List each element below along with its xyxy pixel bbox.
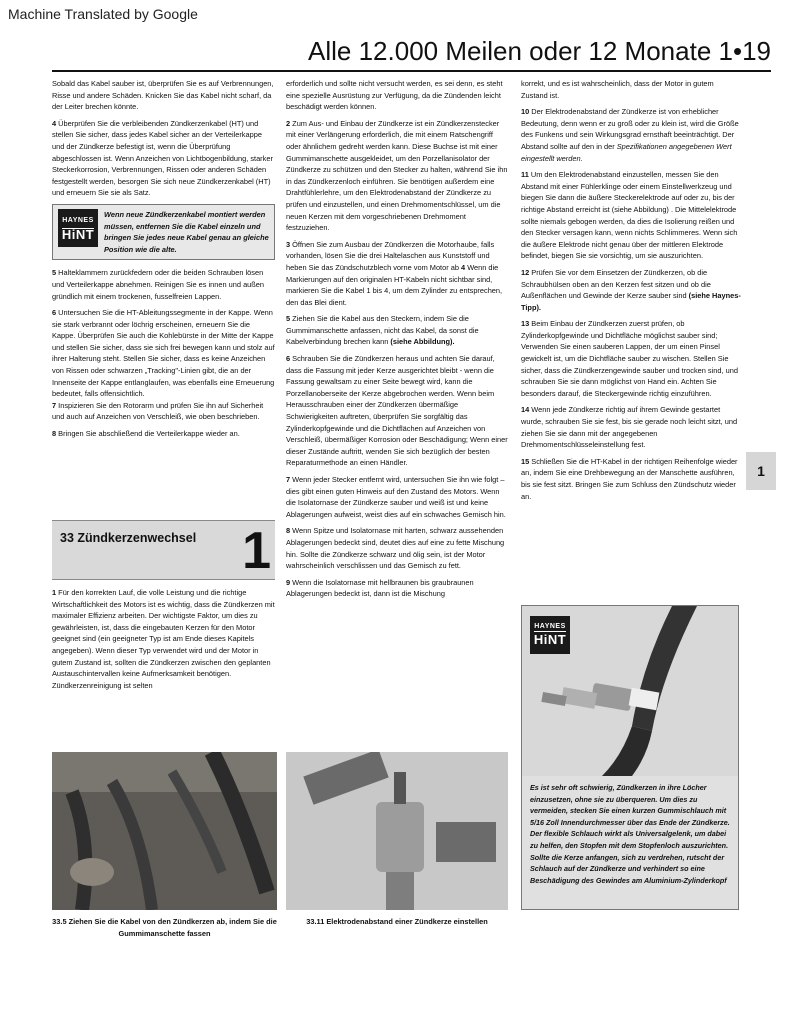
figure-33-5-photo xyxy=(52,752,277,910)
paragraph: erforderlich und sollte nicht versucht werden, es sei denn, es steht eine spezielle Ausrüstung zur Verfügung, da die Zündenden leicht beschädigt werden können. xyxy=(286,79,503,112)
paragraph: 11 Um den Elektrodenabstand einzustellen, messen Sie den Abstand mit einer Fühlerklinge oder einem Einstellwerkzeug und biegen Sie dann die äußere Steckerelektrode auf oder zu, bis der richtige Abstand erreicht ist (siehe Abbildung) . Die Mittelelektrode sollte niemals gebogen werden, da dies die Isolierung reißen und den Stecker versagen kann, wenn nichts Schlimmeres. Wenn sich die äußere Elektrode nicht genau über der mittleren Elektrode befindet, biegen Sie sie vorsichtig, um sie auszurichten. xyxy=(521,170,738,261)
paragraph: 4 Überprüfen Sie die verbleibenden Zündkerzenkabel (HT) und stellen Sie sicher, dass jedes Kabel sicher an der Verteilerkappe und der Zündkerze befestigt ist, wenn die Überprüfung abgeschlossen ist. Wenn Anzeichen von Lichtbogenbildung, starker Steckerkorrosion, Verbrennungen, Rissen oder anderen Schäden festgestellt werden, besorgen Sie sich neue Zündkerzenkabel (HT) und erneuern Sie sie als Satz. xyxy=(52,118,273,198)
spark-plug-hose-photo xyxy=(522,606,738,776)
paragraph: 5 Ziehen Sie die Kabel aus den Steckern, indem Sie die Gummimanschette anfassen, nicht das Kabel, da sonst die Kabelverbindung brechen kann (siehe Abbildung). xyxy=(286,314,479,347)
hint-text: Wenn neue Zündkerzenkabel montiert werden müssen, entfernen Sie die Kabel einzeln und bringen Sie jedes neue Kabel genau an gleiche Position wie die alte. xyxy=(104,209,269,254)
haynes-hint-logo: HAYNES HiNT xyxy=(530,616,570,654)
page-title: Alle 12.000 Meilen oder 12 Monate 1•19 xyxy=(308,36,771,66)
section-chapter-number: 1 xyxy=(242,522,271,580)
paragraph: 15 Schließen Sie die HT-Kabel in der richtigen Reihenfolge wieder an, indem Sie eine Drehbewegung an der Manschette ausführen, bis sie fest sitzt. Bringen Sie zum Schluss den Zündschutz wieder an. xyxy=(521,456,738,501)
haynes-hint-box xyxy=(52,204,275,260)
paragraph: 10 Der Elektrodenabstand der Zündkerze ist von erheblicher Bedeutung, denn wenn er zu groß oder zu klein ist, wird die Größe des Funkens und sein Wirkungsgrad ernsthaft beeinträchtigt. Der Abstand sollte auf den in der Spezifikationen angegebenen Wert eingestellt werden. xyxy=(521,107,739,163)
chapter-tab: 1 xyxy=(746,452,776,490)
header-rule xyxy=(52,70,771,72)
paragraph: 14 Wenn jede Zündkerze richtig auf ihrem Gewinde gestartet wurde, schrauben Sie sie fest, bis sie gerade noch leicht sitzt, und ziehen Sie sie dann mit der angegebenen Drehmomentschlüsseleinstellung fest. xyxy=(521,405,738,450)
paragraph: 6 Schrauben Sie die Zündkerzen heraus und achten Sie darauf, dass die Fassung mit jeder Kerze ausgerichtet bleibt - wenn die Fassung gewaltsam zu einer Seite bewegt wird, kann die Porzellanoberseite der Kerze abgebrochen werden. Wenn beim Herausschrauben einer der Zündkerzen übermäßige Schwierigkeiten auftreten, überprüfen Sie sorgfältig das Zylinderkopfgewinde und die Dichtflächen auf Anzeichen von Verschleiß, übermäßiger Korrosion oder Beschädigung; Wenn einer dieser Zustände auftritt, wenden Sie sich bezüglich der besten Reparaturmethode an einen Händler. xyxy=(286,354,508,468)
paragraph: 2 Zum Aus- und Einbau der Zündkerze ist ein Zündkerzenstecker mit einer Verlängerung erforderlich, die mit einem Ratschengriff oder ähnlichem gedreht werden kann. Diese Buchse ist mit einer Gummimanschette ausgekleidet, um den Porzellanisolator der Zündkerze zu schützen und den Stecker zu halten, während Sie ihn in das Zündkerzenloch einführen. Sie benötigen außerdem eine Drahtfühlerlehre, um den Elektrodenabstand der Zündkerze zu prüfen und einzustellen, und einen Drehmomentschlüssel, um die neuen Kerzen mit dem vorgeschriebenen Drehmoment festzuziehen. xyxy=(286,118,508,233)
figure-caption: 33.5 Ziehen Sie die Kabel von den Zündkerzen ab, indem Sie die Gummimanschette fassen xyxy=(52,917,277,938)
paragraph: 13 Beim Einbau der Zündkerzen zuerst prüfen, ob Zylinderkopfgewinde und Dichtfläche möglichst sauber sind; Verwenden Sie einen sauberen Lappen, der um einen Pinsel gewickelt ist, um die Dichtfläche sauber zu wischen. Stellen Sie sicher, dass die Zündkerzengewinde sauber und trocken sind, und schrauben Sie sie dann möglichst von Hand ein. Achten Sie besonders darauf, die Steckergewinde richtig einzuführen. xyxy=(521,319,738,398)
paragraph: 7 Wenn jeder Stecker entfernt wird, untersuchen Sie ihn wie folgt – dies gibt einen guten Hinweis auf den Zustand des Motors. Wenn die Isolatornase der Zündkerze sauber und weiß ist und keine Ablagerungen aufweist, weist dies auf ein schwaches Gemisch hin. xyxy=(286,475,506,519)
column-1 xyxy=(52,78,275,445)
section-title: 33 Zündkerzenwechsel xyxy=(60,531,197,545)
paragraph: 5 Halteklammern zurückfedern oder die beiden Schrauben lösen und Verteilerkappe abnehmen. Reinigen Sie es innen und außen gründlich mit einem trockenen, fusselfreien Lappen. xyxy=(52,268,265,301)
paragraph: 8 Wenn Spitze und Isolatornase mit harten, schwarz aussehenden Ablagerungen bedeckt sind, deutet dies auf eine zu fette Mischung hin. Sollte die Zündkerze schwarz und ölig sein, ist der Motor wahrscheinlich verschlissen und das Gemisch zu fett. xyxy=(286,526,505,571)
paragraph: 6 Untersuchen Sie die HT-Ableitungssegmente in der Kappe. Wenn sie stark verbrannt oder löchrig erscheinen, erneuern Sie die Kappe. Überprüfen Sie auch die Kohlebürste in der Mitte der Kappe und stellen Sie sicher, dass sie sich frei bewegen kann und stolz auf ihrer Halterung steht. Stellen Sie sicher, dass es keine Anzeichen von Rissen oder schwarzen „Tracking"-Linien gibt, die an der Innenseite der Kappe entlanglaufen, was ebenfalls eine Erneuerung bedeutet, falls offensichtlich. xyxy=(52,308,275,399)
paragraph: 8 Bringen Sie abschließend die Verteilerkappe wieder an. xyxy=(52,429,240,439)
hint-text: Es ist sehr oft schwierig, Zündkerzen in ihre Löcher einzusetzen, ohne sie zu überqueren. Um dies zu vermeiden, stecken Sie einen kurzen Gummischlauch mit 5/16 Zoll Innendurchmesser über das Ende der Zündkerze. Der flexible Schlauch wirkt als Universalgelenk, um dabei zu helfen, den Stopfen mit dem Stopfenloch auszurichten. Sollte die Kerze anfangen, sich zu verdrehen, rutscht der Schlauch auf der Zündkerze und verhindert so eine Beschädigung des Gewindes am Aluminium-Zylinderkopf xyxy=(530,783,730,885)
paragraph: korrekt, und es ist wahrscheinlich, dass der Motor in gutem Zustand ist. xyxy=(521,79,714,100)
figure-caption: 33.11 Elektrodenabstand einer Zündkerze einstellen xyxy=(306,917,488,926)
paragraph: 3 Öffnen Sie zum Ausbau der Zündkerzen die Motorhaube, falls vorhanden, lösen Sie die drei Haltelaschen aus Kunststoff und heben Sie das Zündschutzblech vorne vom Motor ab 4 Wenn die Markierungen auf den originalen HT-Kabeln nicht sichtbar sind, markieren Sie die Kabel 1 bis 4, um dem Zylinder zu entsprechen, den das Blei dient. xyxy=(286,239,503,307)
figure-33-11-photo xyxy=(286,752,508,910)
translation-banner: Machine Translated by Google xyxy=(8,6,198,22)
haynes-hint-logo: HAYNES HiNT xyxy=(58,209,98,247)
section-heading xyxy=(52,520,275,580)
paragraph: 9 Wenn die Isolatornase mit hellbraunen bis graubraunen Ablagerungen bedeckt ist, dann ist die Mischung xyxy=(286,577,474,599)
haynes-hint-panel xyxy=(521,605,739,910)
column-1-lower xyxy=(52,587,275,696)
paragraph: 12 Prüfen Sie vor dem Einsetzen der Zündkerzen, ob die Schraubhülsen oben an den Kerzen fest sitzen und ob die Außenflächen und Gewinde der Kerze sauber sind (siehe Haynes-Tipp). xyxy=(521,267,741,312)
column-3 xyxy=(521,78,741,507)
paragraph: Sobald das Kabel sauber ist, überprüfen Sie es auf Verbrennungen, Risse und andere Schäden. Knicken Sie das Kabel nicht scharf, da der Leiter brechen könnte. xyxy=(52,79,274,112)
paragraph: 7 Inspizieren Sie den Rotorarm und prüfen Sie ihn auf Sicherheit und auch auf Anzeichen von Verschleiß, wie oben beschrieben. xyxy=(52,400,264,422)
paragraph: 1 Für den korrekten Lauf, die volle Leistung und die richtige Wirtschaftlichkeit des Motors ist es wichtig, dass die Zündkerzen mit maximaler Effizienz arbeiten. Der wichtigste Faktor, um dies zu gewährleisten, ist, dass die eingebauten Kerzen für den Motor geeignet sind (ein geeigneter Typ ist am Ende dieses Kapitels angegeben). Wenn dieser Typ verwendet wird und der Motor in gutem Zustand ist, sollten die Zündkerzen zwischen den geplanten Austauschintervallen keine Aufmerksamkeit benötigen. Zündkerzenreinigung ist selten xyxy=(52,588,275,690)
column-2 xyxy=(286,78,508,605)
